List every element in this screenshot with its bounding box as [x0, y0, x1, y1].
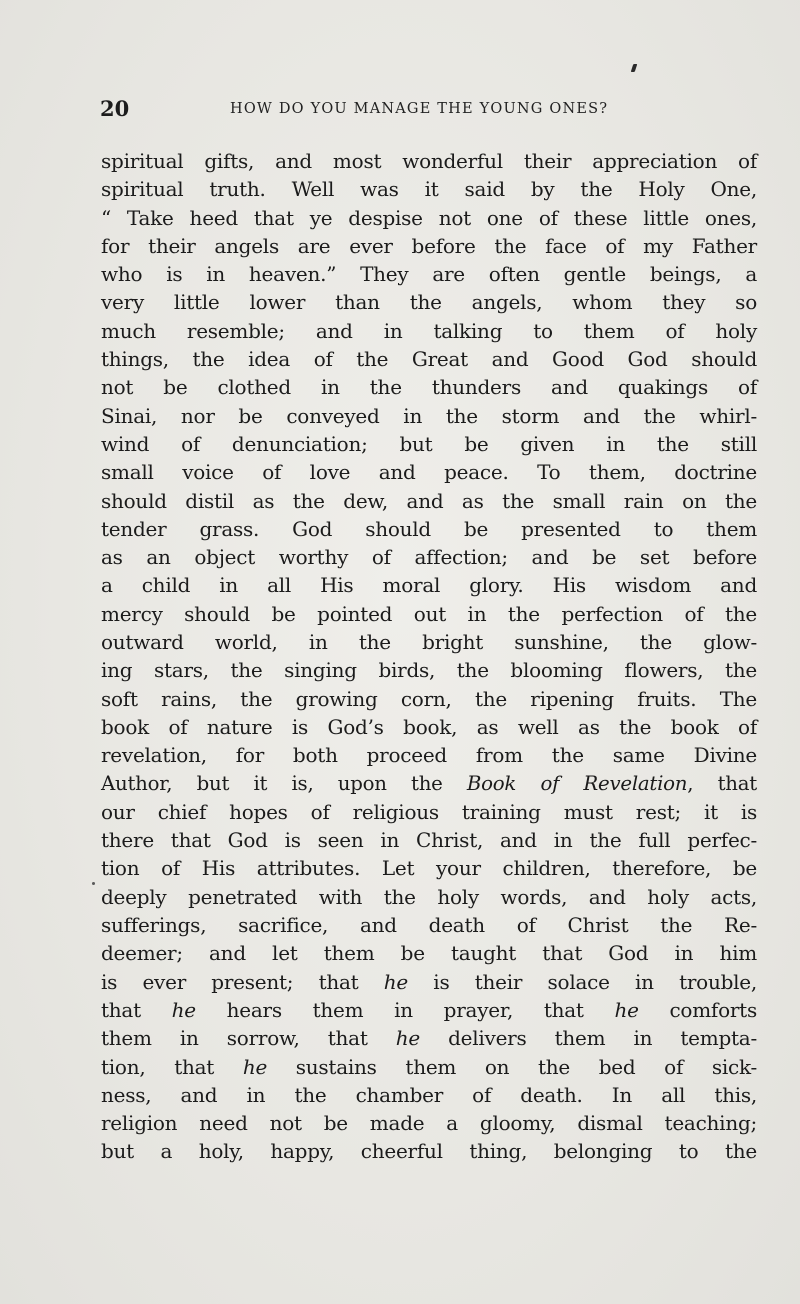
- text-line: for their angels are ever before the face of my Father: [101, 233, 757, 258]
- text-line: but a holy, happy, cheerful thing, belonging to the: [101, 1139, 757, 1164]
- text-line: Author, but it is, upon the Book of Revelation, that: [101, 771, 757, 795]
- text-line: ness, and in the chamber of death. In all this,: [101, 1082, 757, 1107]
- text-line: much resemble; and in talking to them of holy: [101, 318, 757, 343]
- running-head: HOW DO YOU MANAGE THE YOUNG ONES?: [230, 101, 609, 117]
- text-line: small voice of love and peace. To them, doctrine: [101, 460, 757, 485]
- text-line: not be clothed in the thunders and quakings of: [101, 375, 757, 400]
- text-line: sufferings, sacrifice, and death of Christ the Re-: [101, 913, 757, 938]
- text-line: who is in heaven.” They are often gentle beings, a: [101, 262, 757, 287]
- text-line: tion of His attributes. Let your children, therefore, be: [101, 856, 757, 881]
- text-line: is ever present; that he is their solace in trouble,: [101, 969, 757, 994]
- paper-speck: [92, 882, 95, 885]
- text-line: deemer; and let them be taught that God in him: [101, 941, 757, 966]
- text-line: book of nature is God’s book, as well as the book of: [101, 714, 757, 739]
- text-line: revelation, for both proceed from the same Divine: [101, 743, 757, 768]
- text-line: our chief hopes of religious training must rest; it is: [101, 799, 757, 824]
- text-line: “ Take heed that ye despise not one of these little ones,: [101, 205, 757, 230]
- text-line: Sinai, nor be conveyed in the storm and the whirl-: [101, 403, 757, 428]
- text-line: wind of denunciation; but be given in the still: [101, 431, 757, 456]
- stray-ink-mark: [631, 64, 638, 72]
- text-line: spiritual truth. Well was it said by the Holy One,: [101, 177, 757, 202]
- text-line: there that God is seen in Christ, and in the full perfec-: [101, 828, 757, 853]
- text-line: them in sorrow, that he delivers them in tempta-: [101, 1026, 757, 1051]
- text-line: spiritual gifts, and most wonderful their appreciation of: [101, 149, 757, 173]
- text-line: mercy should be pointed out in the perfection of the: [101, 601, 757, 626]
- text-line: a child in all His moral glory. His wisdom and: [101, 573, 757, 598]
- page-number: 20: [100, 96, 130, 121]
- text-line: should distil as the dew, and as the small rain on the: [101, 488, 757, 513]
- text-line: as an object worthy of affection; and be set before: [101, 545, 757, 570]
- page-header: [100, 97, 702, 121]
- text-line: religion need not be made a gloomy, dismal teaching;: [101, 1111, 757, 1136]
- text-line: tender grass. God should be presented to them: [101, 516, 757, 541]
- body-text: [101, 147, 757, 1166]
- text-line: things, the idea of the Great and Good God should: [101, 347, 757, 372]
- text-line: soft rains, the growing corn, the ripening fruits. The: [101, 686, 757, 711]
- text-line: ing stars, the singing birds, the blooming flowers, the: [101, 658, 757, 683]
- text-line: tion, that he sustains them on the bed of sick-: [101, 1054, 757, 1079]
- text-line: that he hears them in prayer, that he comforts: [101, 997, 757, 1022]
- text-line: outward world, in the bright sunshine, the glow-: [101, 630, 757, 655]
- text-line: deeply penetrated with the holy words, and holy acts,: [101, 884, 757, 909]
- text-line: very little lower than the angels, whom they so: [101, 290, 757, 315]
